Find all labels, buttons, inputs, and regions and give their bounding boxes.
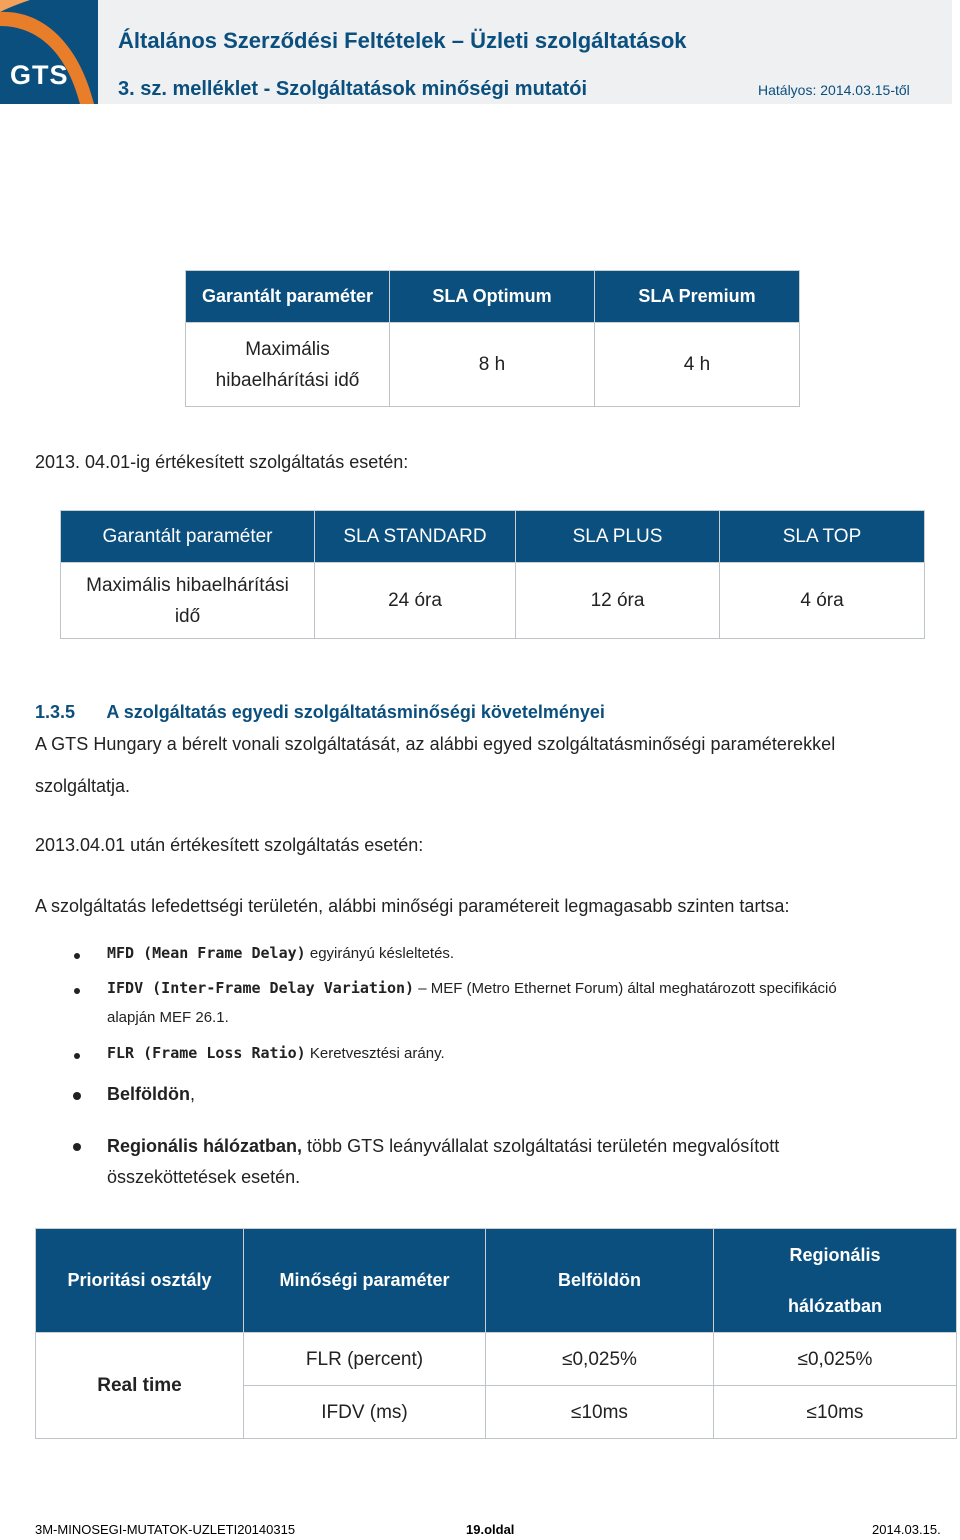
- table-header-cell: SLA STANDARD: [315, 511, 516, 563]
- row-label-cell: [61, 563, 315, 639]
- section-heading: [35, 702, 605, 723]
- table-cell: 12 óra: [516, 563, 720, 639]
- term-text: több GTS leányvállalat szolgáltatási területén megvalósított: [302, 1136, 780, 1156]
- section-number: 1.3.5: [35, 702, 76, 722]
- table-cell: ≤10ms: [714, 1386, 957, 1439]
- bullet-icon: [74, 1053, 80, 1059]
- logo-text: GTS: [10, 60, 69, 90]
- table-row: [186, 323, 800, 407]
- footer-date: 2014.03.15.: [872, 1522, 941, 1537]
- section-intro: A szolgáltatás lefedettségi területén, alábbi minőségi paramétereit legmagasabb szinten tartsa:: [35, 896, 790, 916]
- table-cell: FLR (percent): [244, 1333, 486, 1386]
- table-row: [61, 563, 925, 639]
- term-text: egyirányú késleltetés.: [305, 945, 455, 962]
- term: IFDV (Inter-Frame Delay Variation): [107, 979, 415, 997]
- table-header-cell: Garantált paraméter: [186, 271, 390, 323]
- effective-date: Hatályos: 2014.03.15-től: [758, 82, 910, 98]
- term: Regionális hálózatban,: [107, 1136, 303, 1156]
- list-item: [107, 944, 454, 962]
- list-item: [107, 1084, 195, 1105]
- row-label-line: Maximális: [245, 338, 330, 360]
- table-header-cell: Minőségi paraméter: [244, 1229, 486, 1333]
- table-header-cell: [714, 1229, 957, 1333]
- row-label-line: hibaelhárítási idő: [215, 369, 360, 391]
- bullet-icon: [74, 988, 80, 994]
- list-item: [107, 979, 837, 997]
- sla-standard-plus-top-table: [60, 510, 925, 639]
- table-cell: 24 óra: [315, 563, 516, 639]
- row-label-cell: [186, 323, 390, 407]
- table-header-cell: Belföldön: [486, 1229, 714, 1333]
- gts-logo: [0, 0, 98, 104]
- document-subtitle: 3. sz. melléklet - Szolgáltatások minőségi mutatói: [118, 78, 588, 100]
- bullet-icon: [73, 1092, 81, 1100]
- list-item: [107, 1044, 445, 1062]
- table-cell: ≤10ms: [486, 1386, 714, 1439]
- list-item: [107, 1136, 779, 1157]
- table-header-row: [186, 271, 800, 323]
- quality-parameter-table: [35, 1228, 957, 1439]
- priority-class-cell: Real time: [36, 1333, 244, 1439]
- term: FLR (Frame Loss Ratio): [107, 1044, 306, 1062]
- header-line: hálózatban: [787, 1295, 882, 1316]
- section-body-line: szolgáltatja.: [35, 776, 131, 796]
- table-cell: 8 h: [390, 323, 595, 407]
- table-cell: IFDV (ms): [244, 1386, 486, 1439]
- table-header-cell: Garantált paraméter: [61, 511, 315, 563]
- row-label-line: idő: [174, 605, 201, 627]
- row-label-line: Maximális hibaelhárítási: [86, 574, 289, 596]
- table-header-row: [36, 1229, 957, 1333]
- table-header-cell: Prioritási osztály: [36, 1229, 244, 1333]
- table-header-cell: SLA Optimum: [390, 271, 595, 323]
- term-text: ,: [190, 1084, 196, 1104]
- table-cell: ≤0,025%: [714, 1333, 957, 1386]
- bullet-icon: [73, 1143, 81, 1151]
- table-cell: ≤0,025%: [486, 1333, 714, 1386]
- bullet-icon: [74, 953, 80, 959]
- page-header: [0, 0, 952, 104]
- footer-doc-id: 3M-MINOSEGI-MUTATOK-UZLETI20140315: [35, 1522, 296, 1537]
- term-text: Keretvesztési arány.: [305, 1045, 445, 1062]
- pre-2013-note: 2013. 04.01-ig értékesített szolgáltatás esetén:: [35, 452, 409, 472]
- term: MFD (Mean Frame Delay): [107, 944, 306, 962]
- list-item-continuation: alapján MEF 26.1.: [107, 1009, 229, 1026]
- section-title: A szolgáltatás egyedi szolgáltatásminőségi követelményei: [106, 702, 605, 722]
- table-header-cell: SLA TOP: [720, 511, 925, 563]
- section-body-line: A GTS Hungary a bérelt vonali szolgáltatását, az alábbi egyed szolgáltatásminőségi paraméterekkel: [35, 734, 836, 754]
- table-header-row: [61, 511, 925, 563]
- table-header-cell: SLA PLUS: [516, 511, 720, 563]
- list-item-continuation: összeköttetések esetén.: [107, 1167, 301, 1187]
- header-line: Regionális: [789, 1244, 881, 1265]
- table-row: [36, 1333, 957, 1386]
- sla-optimum-premium-table: [185, 270, 800, 407]
- post-2013-note: 2013.04.01 után értékesített szolgáltatás esetén:: [35, 835, 424, 855]
- term: Belföldön: [107, 1084, 190, 1104]
- table-cell: 4 h: [595, 323, 800, 407]
- footer-page-number: 19.oldal: [466, 1522, 515, 1537]
- term-text: – MEF (Metro Ethernet Forum) által meghatározott specifikáció: [414, 980, 837, 997]
- document-title: Általános Szerződési Feltételek – Üzleti szolgáltatások: [118, 28, 687, 53]
- table-cell: 4 óra: [720, 563, 925, 639]
- table-header-cell: SLA Premium: [595, 271, 800, 323]
